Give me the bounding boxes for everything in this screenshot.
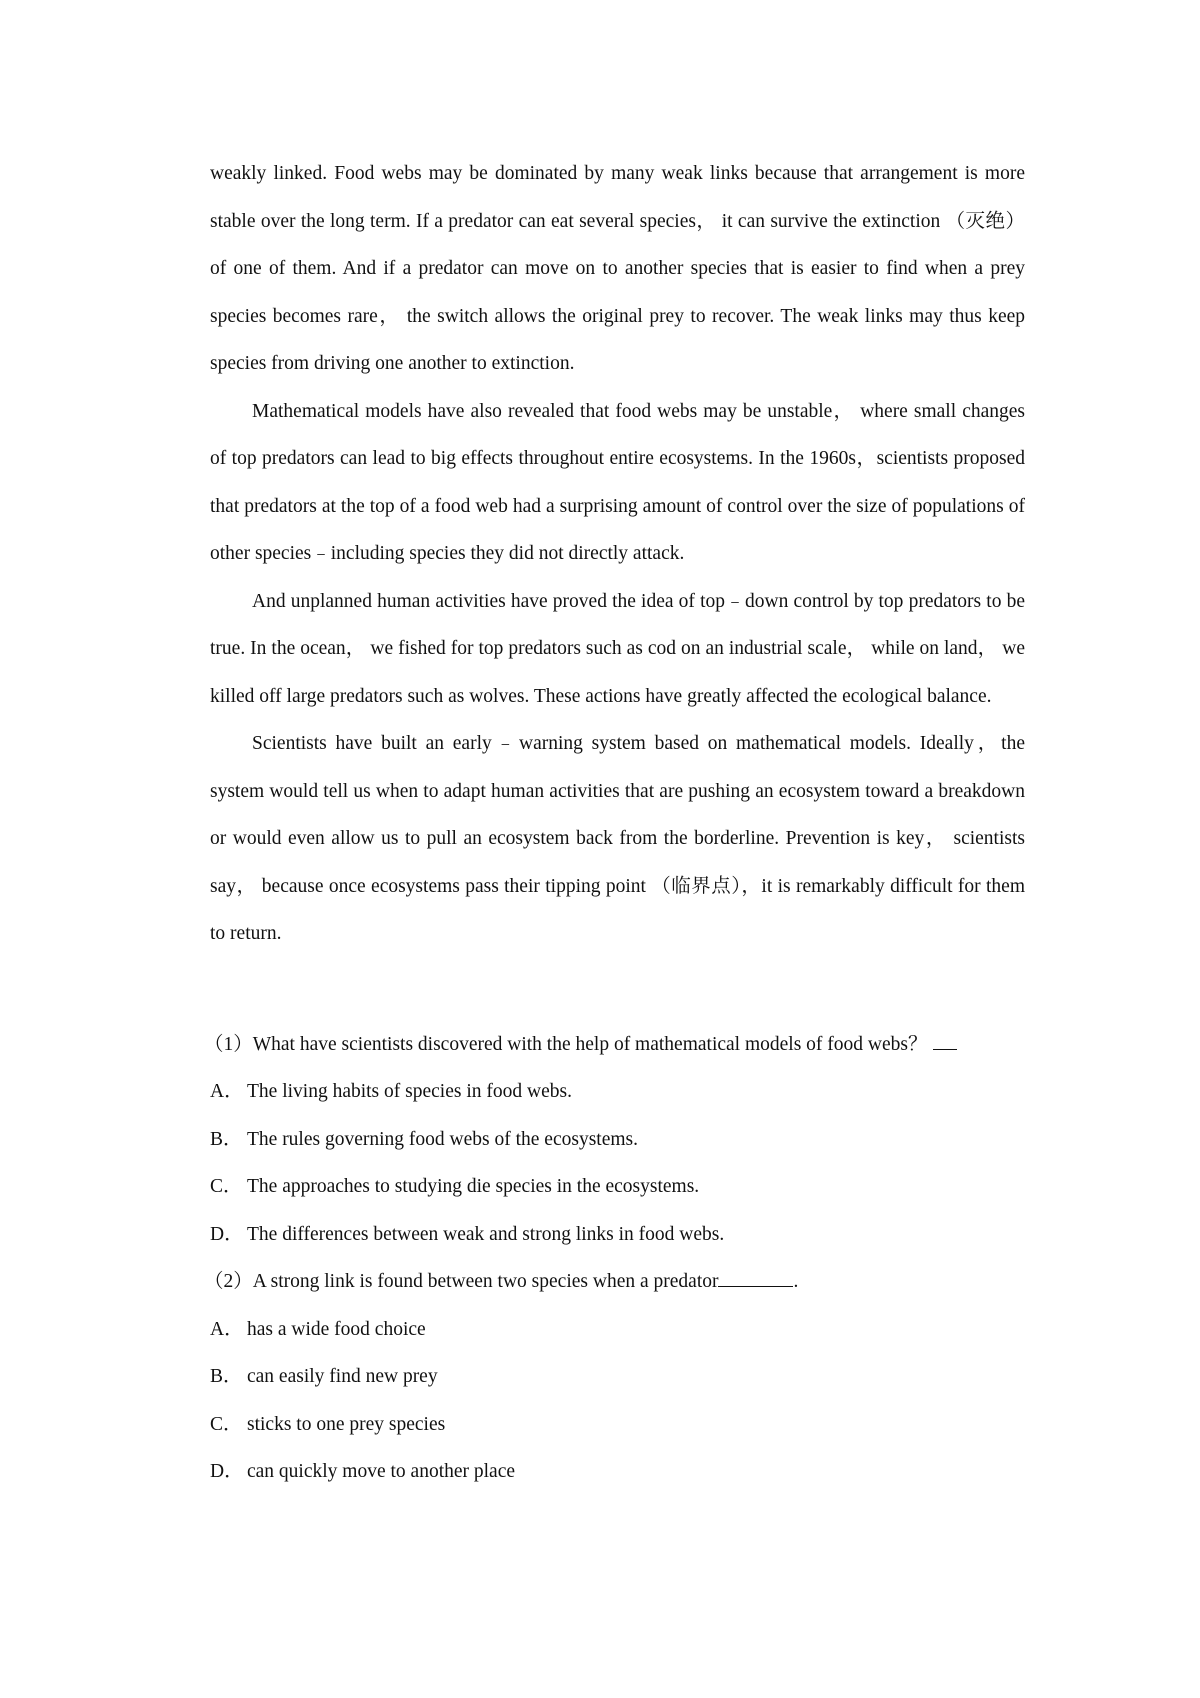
question-1-stem-text: （1）What have scientists discovered with the help of mathematical models of food webs？ — [204, 1033, 928, 1055]
document-page — [204, 150, 1025, 1496]
option-letter: A． — [210, 1318, 244, 1340]
passage-paragraph-1: weakly linked. Food webs may be dominated by many weak links because that arrangement is more stable over the long term. If a predator can eat several species， it can survive the extinction （灭绝）of one of them. And if a predator can move on to another species that is easier to find when a prey species becomes rare， the switch allows the original prey to recover. The weak links may thus keep species from driving one another to extinction. — [210, 163, 1025, 374]
option-letter: D． — [210, 1223, 244, 1245]
questions-section — [204, 1021, 1025, 1496]
option-text: can quickly move to another place — [247, 1461, 516, 1482]
answer-blank[interactable] — [933, 1029, 957, 1050]
option-text: The rules governing food webs of the ecosystems. — [247, 1128, 638, 1150]
option-b[interactable] — [210, 1116, 1025, 1164]
question-2-stem-end: . — [793, 1271, 799, 1292]
option-text: has a wide food choice — [247, 1318, 426, 1340]
option-letter: C． — [210, 1413, 243, 1435]
option-letter: B． — [210, 1128, 243, 1150]
option-letter: C． — [210, 1176, 243, 1197]
question-2 — [204, 1258, 1025, 1496]
answer-blank[interactable] — [718, 1267, 793, 1288]
passage-paragraph-4: Scientists have built an early﹣warning system based on mathematical models. Ideally，the system would tell us when to adapt human activities that are pushing an ecosystem toward a breakdown or would even allow us to pull an ecosystem back from the borderline. Prevention is key， scientists say， because once ecosystems pass their tipping point （临界点），it is remarkably difficult for them to return. — [210, 733, 1025, 944]
option-text: The living habits of species in food webs. — [247, 1081, 572, 1102]
option-letter: D． — [210, 1461, 244, 1482]
passage-paragraph-3: And unplanned human activities have proved the idea of top﹣down control by top predators to be true. In the ocean， we fished for top predators such as cod on an industrial scale， while on land， we killed off large predators such as wolves. These actions have greatly affected the ecological balance. — [210, 590, 1025, 707]
option-c[interactable] — [210, 1401, 1025, 1449]
option-a[interactable] — [210, 1306, 1025, 1354]
option-text: The differences between weak and strong links in food webs. — [247, 1223, 725, 1245]
option-text: sticks to one prey species — [247, 1413, 446, 1435]
option-a[interactable] — [210, 1068, 1025, 1116]
question-stem — [204, 1021, 1025, 1069]
option-letter: B． — [210, 1366, 243, 1387]
option-b[interactable] — [210, 1353, 1025, 1401]
option-d[interactable] — [210, 1448, 1025, 1496]
question-1 — [204, 1021, 1025, 1259]
option-text: The approaches to studying die species in the ecosystems. — [247, 1176, 700, 1197]
option-d[interactable] — [210, 1211, 1025, 1259]
passage-paragraph-2: Mathematical models have also revealed that food webs may be unstable， where small changes of top predators can lead to big effects throughout entire ecosystems. In the 1960s，scientists proposed that predators at the top of a food web had a surprising amount of control over the size of populations of other species﹣including species they did not directly attack. — [210, 400, 1025, 564]
question-2-stem-text: （2）A strong link is found between two species when a predator — [204, 1271, 719, 1292]
option-letter: A． — [210, 1081, 244, 1102]
option-text: can easily find new prey — [247, 1366, 438, 1387]
reading-passage — [210, 150, 1025, 958]
question-stem — [204, 1258, 1025, 1306]
option-c[interactable] — [210, 1163, 1025, 1211]
